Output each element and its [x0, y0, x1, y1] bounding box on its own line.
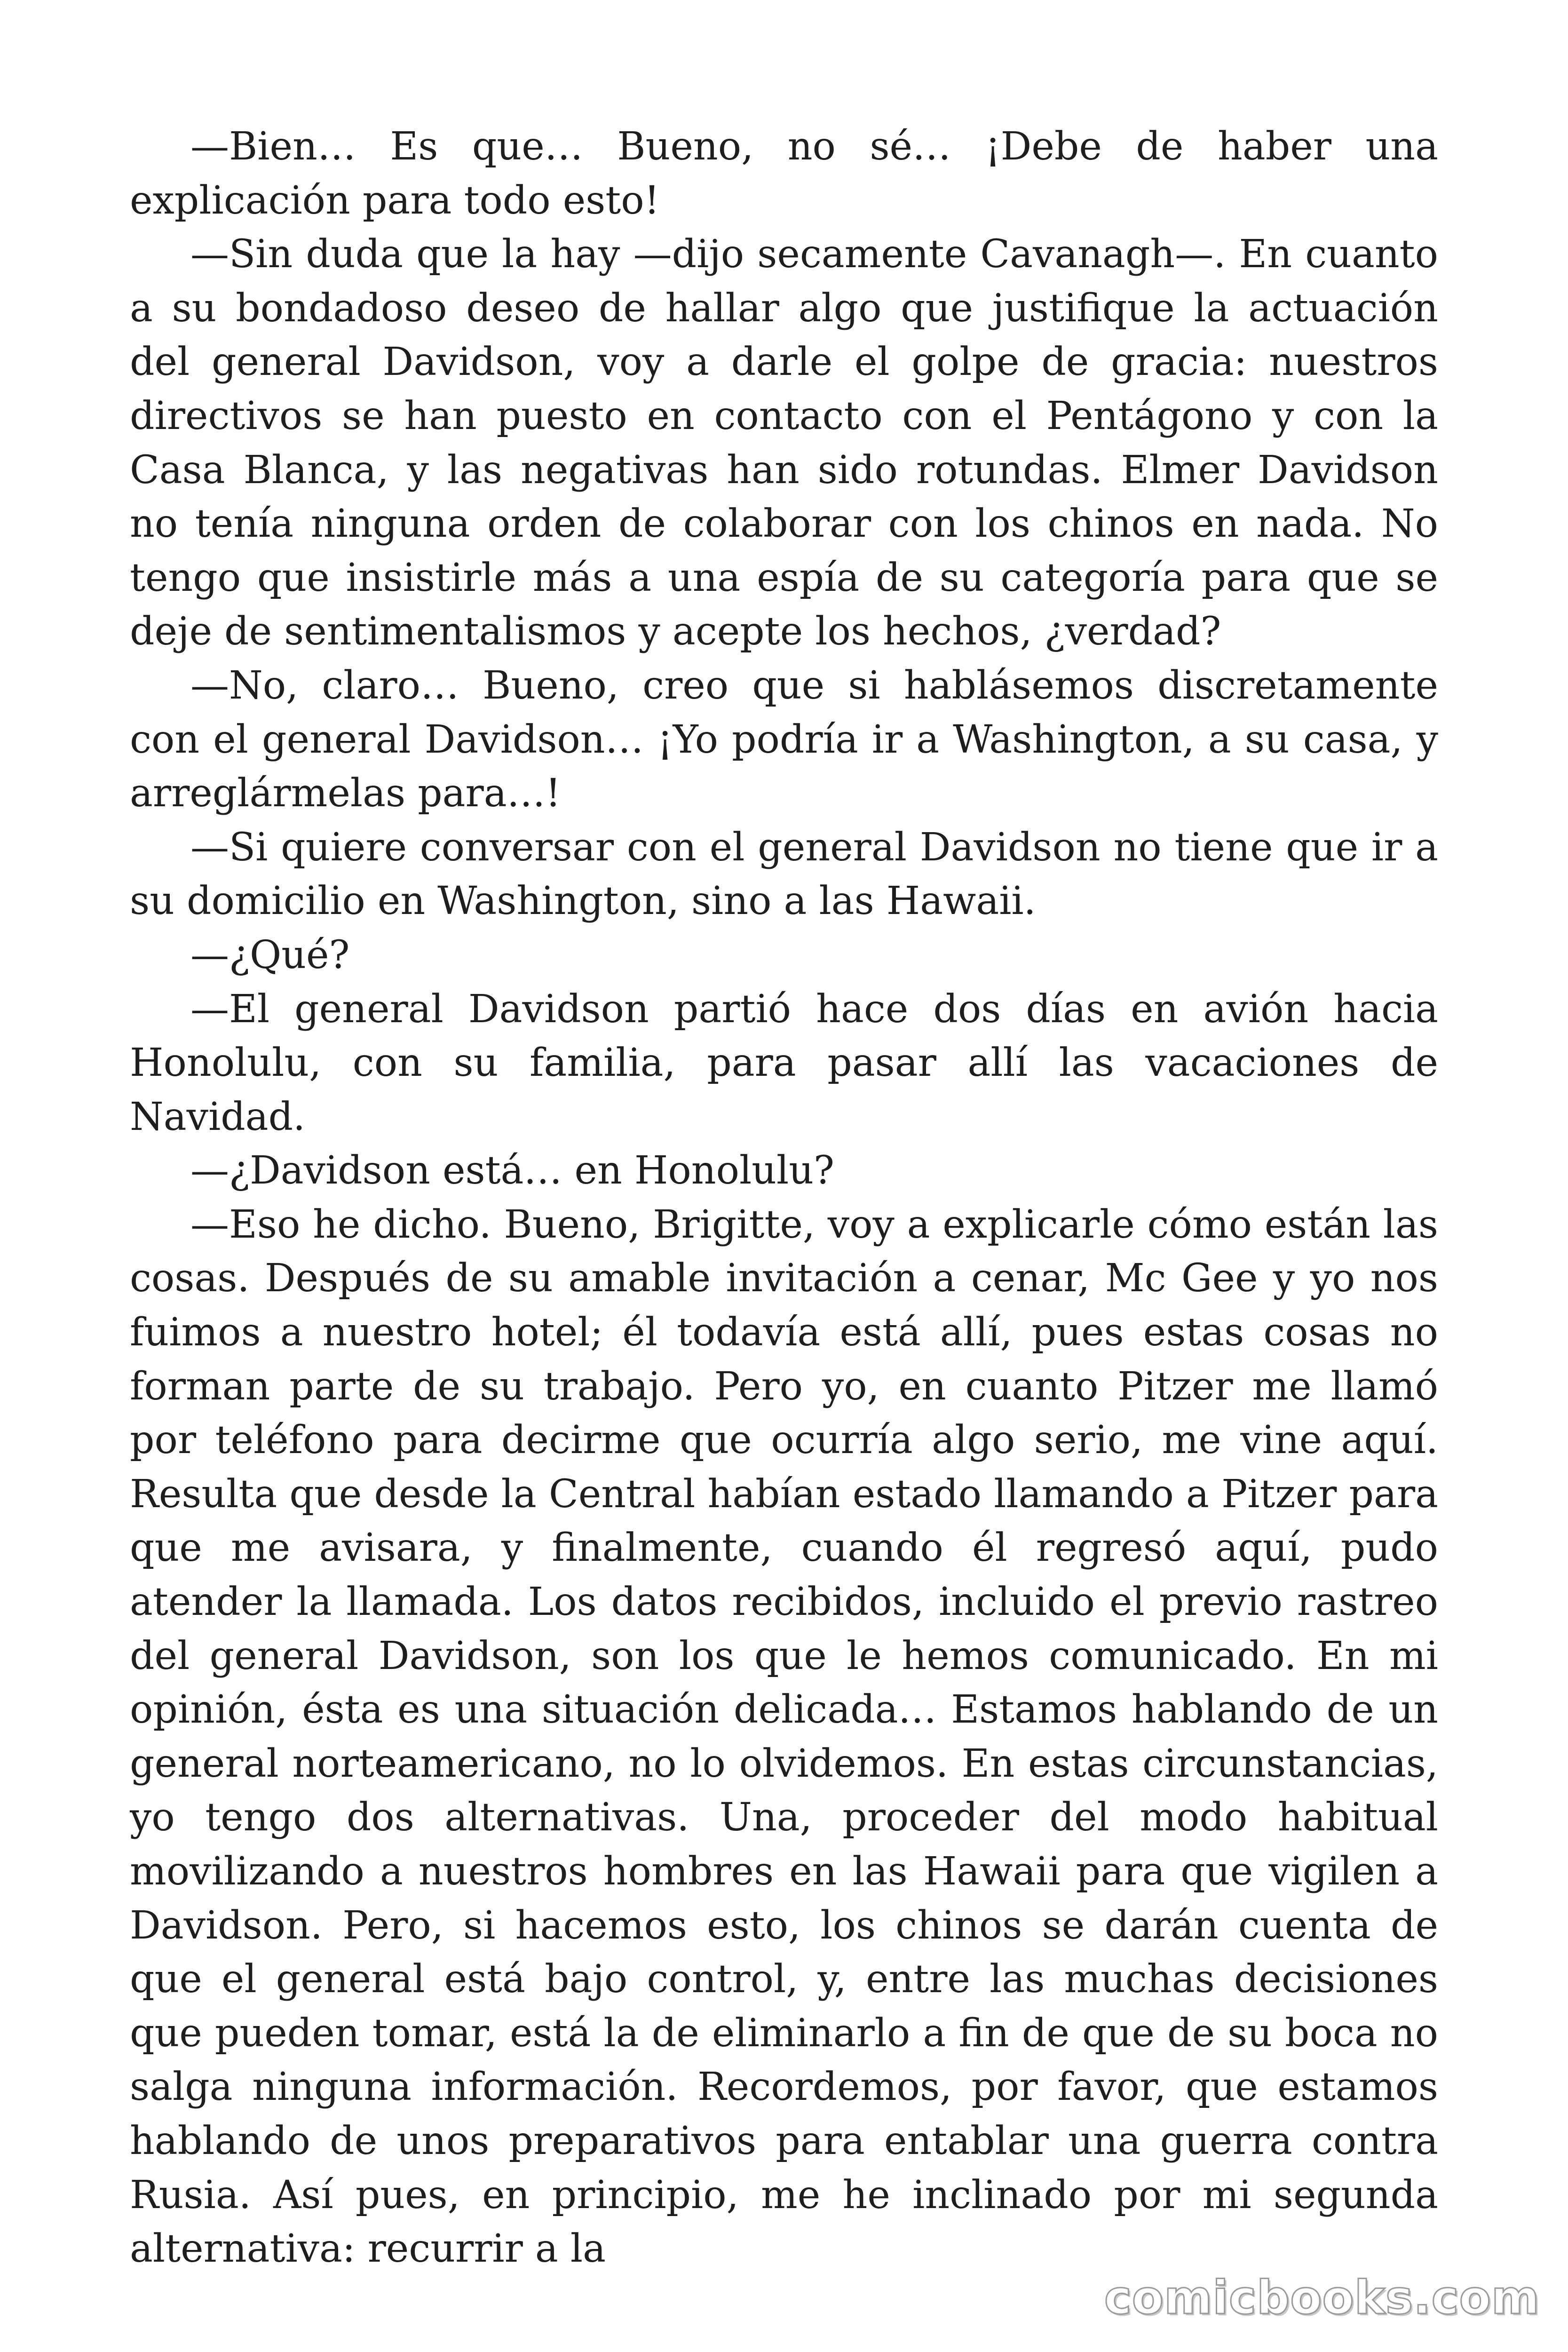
watermark-logo: comicbooks.com: [1104, 2271, 1540, 2325]
body-text: [130, 120, 1438, 2276]
paragraph-1: —Bien… Es que… Bueno, no sé… ¡Debe de haber una explicación para todo esto!: [130, 124, 1438, 223]
paragraph-5: —¿Qué?: [190, 932, 350, 977]
paragraph-7: —¿Davidson está… en Honolulu?: [190, 1148, 834, 1193]
paragraph-2: —Sin duda que la hay —dijo secamente Cavanagh—. En cuanto a su bondadoso deseo de hallar algo que justifique la actuación del general Davidson, voy a darle el golpe de gracia: nuestros directivos se han puesto en contacto con el Pentágono y con la Casa Blanca, y las negativas han sido rotundas. Elmer Davidson no tenía ninguna orden de colaborar con los chinos en nada. No tengo que insistirle más a una espía de su categoría para que se deje de sentimentalismos y acepte los hechos, ¿verdad?: [130, 232, 1438, 654]
paragraph-4: —Si quiere conversar con el general Davidson no tiene que ir a su domicilio en Washington, sino a las Hawaii.: [130, 825, 1438, 924]
paragraph-6: —El general Davidson partió hace dos días en avión hacia Honolulu, con su familia, para pasar allí las vacaciones de Navidad.: [130, 986, 1438, 1139]
paragraph-3: —No, claro… Bueno, creo que si hablásemos discretamente con el general Davidson… ¡Yo podría ir a Washington, a su casa, y arreglármelas para…!: [130, 663, 1438, 816]
paragraph-8: —Eso he dicho. Bueno, Brigitte, voy a explicarle cómo están las cosas. Después de su amable invitación a cenar, Mc Gee y yo nos fuimos a nuestro hotel; él todavía está allí, pues estas cosas no forman parte de su trabajo. Pero yo, en cuanto Pitzer me llamó por teléfono para decirme que ocurría algo serio, me vine aquí. Resulta que desde la Central habían estado llamando a Pitzer para que me avisara, y finalmente, cuando él regresó aquí, pudo atender la llamada. Los datos recibidos, incluido el previo rastreo del general Davidson, son los que le hemos comunicado. En mi opinión, ésta es una situación delicada… Estamos hablando de un general norteamericano, no lo olvidemos. En estas circunstancias, yo tengo dos alternativas. Una, proceder del modo habitual movilizando a nuestros hombres en las Hawaii para que vigilen a Davidson. Pero, si hacemos esto, los chinos se darán cuenta de que el general está bajo control, y, entre las muchas decisiones que pueden tomar, está la de eliminarlo a fin de que de su boca no salga ninguna información. Recordemos, por favor, que estamos hablando de unos preparativos para entablar una guerra contra Rusia. Así pues, en principio, me he inclinado por mi segunda alternativa: recurrir a la: [130, 1202, 1438, 2272]
